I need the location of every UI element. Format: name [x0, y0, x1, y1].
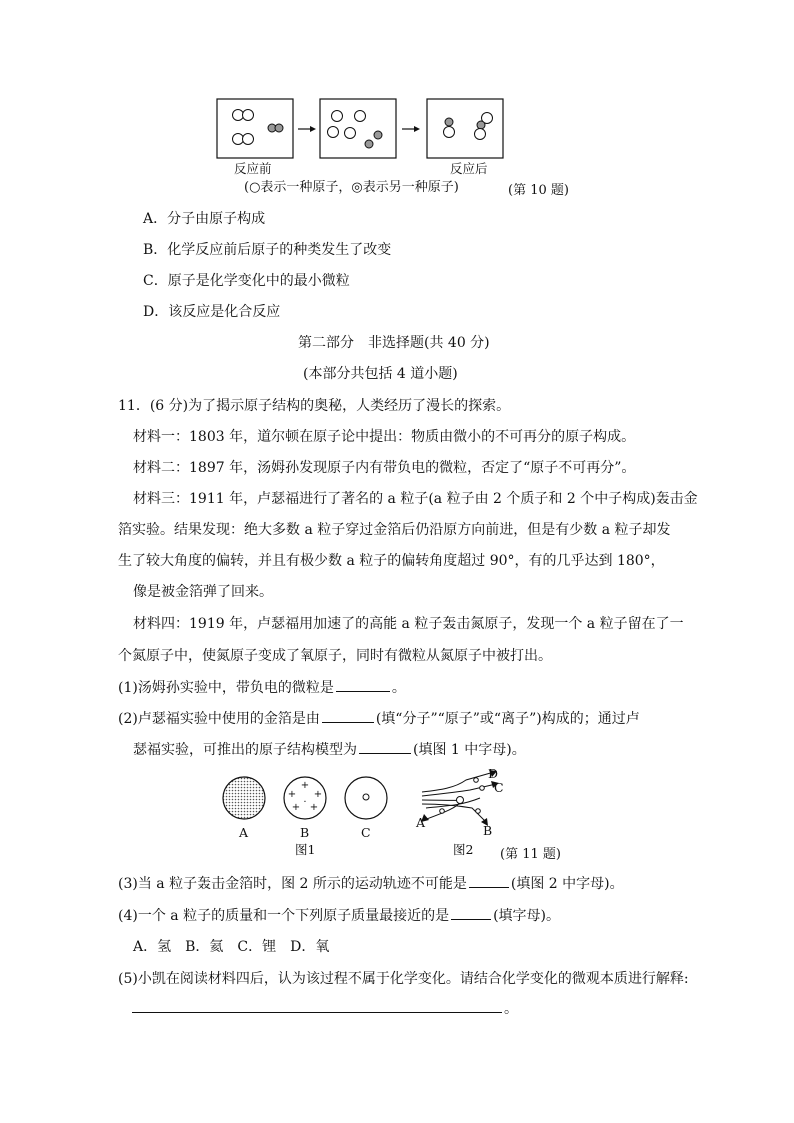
q11-sub2-text-a: (2)卢瑟福实验中使用的金箔是由	[118, 711, 320, 727]
svg-text:+: +	[291, 802, 301, 813]
q11-sub3-text: (3)当 a 粒子轰击金箔时，图 2 所示的运动轨迹不可能是	[118, 876, 467, 892]
q10-option-c: C．原子是化学变化中的最小微粒	[143, 273, 350, 289]
q11-sub4-blank[interactable]	[451, 907, 491, 920]
part2-title: 第二部分 非选择题(共 40 分)	[298, 335, 490, 351]
q11-material1: 材料一：1803 年，道尔顿在原子论中提出：物质由微小的不可再分的原子构成。	[133, 429, 636, 445]
q11-sub3	[118, 873, 624, 893]
q11-material4-line2: 个氮原子中，使氮原子变成了氧原子，同时有微粒从氮原子中被打出。	[118, 648, 552, 664]
fig1-label-b: B	[300, 825, 310, 840]
q11-sub1-end: 。	[391, 680, 406, 696]
q11-sub4-text: (4)一个 a 粒子的质量和一个下列原子质量最接近的是	[118, 908, 450, 924]
q11-sub2-text-c: 瑟福实验，可推出的原子结构模型为	[133, 742, 357, 758]
svg-text:+: +	[300, 780, 310, 791]
fig2-caption: 图2	[453, 842, 474, 857]
q10-fig-number: (第 10 题)	[508, 183, 569, 198]
q11-sub3-blank[interactable]	[469, 875, 509, 888]
q11-material3-line2: 箔实验。结果发现：绝大多数 a 粒子穿过金箔后仍沿原方向前进，但是有少数 a 粒子却发	[118, 522, 671, 538]
q11-sub2-text-b: (填“分子”“原子”或“离子”)构成的；通过卢	[375, 711, 640, 727]
fig2-label-c: C	[494, 780, 504, 795]
q10-option-b: B．化学反应前后原子的种类发生了改变	[143, 242, 392, 258]
q11-material3-line4: 像是被金箔弹了回来。	[133, 584, 273, 600]
q10-legend: (○表示一种原子，◎表示另一种原子)	[244, 180, 459, 195]
q10-option-a: A．分子由原子构成	[143, 211, 266, 227]
q11-material3-line1: 材料三：1911 年，卢瑟福进行了著名的 a 粒子(a 粒子由 2 个质子和 2 个中子构成)轰击金	[133, 491, 698, 507]
svg-text:+: +	[287, 789, 297, 800]
q11-intro: 11．(6 分)为了揭示原子结构的奥秘，人类经历了漫长的探索。	[118, 398, 511, 414]
model-a	[223, 777, 265, 819]
q11-material4-line1: 材料四：1919 年，卢瑟福用加速了的高能 a 粒子轰击氮原子，发现一个 a 粒子留在了一	[133, 616, 684, 632]
label-before: 反应前	[234, 161, 272, 176]
q11-sub4-end: (填字母)。	[493, 908, 561, 924]
q11-fig-number: (第 11 题)	[500, 847, 561, 862]
fig2-label-a: A	[416, 815, 426, 830]
fig1-label-c: C	[361, 825, 371, 840]
q11-sub5-blank[interactable]	[132, 1000, 502, 1013]
svg-text:+: +	[309, 802, 319, 813]
part2-subtitle: (本部分共包括 4 道小题)	[303, 366, 458, 382]
q11-sub4	[118, 905, 560, 925]
fig2-label-b: B	[483, 823, 493, 838]
fig1-label-a: A	[239, 825, 249, 840]
q11-material3-line3: 生了较大角度的偏转，并且有极少数 a 粒子的偏转角度超过 90°，有的几乎达到 180°，	[118, 553, 665, 569]
q11-sub5: (5)小凯在阅读材料四后，认为该过程不属于化学变化。请结合化学变化的微观本质进行解释:	[118, 971, 689, 987]
q11-sub3-end: (填图 2 中字母)。	[510, 876, 624, 892]
svg-text:+: +	[313, 789, 323, 800]
svg-text:·: ·	[303, 797, 307, 808]
label-after: 反应后	[450, 161, 488, 176]
q11-material2: 材料二：1897 年，汤姆孙发现原子内有带负电的微粒，否定了“原子不可再分”。	[133, 460, 636, 476]
q11-sub1-text: (1)汤姆孙实验中，带负电的微粒是	[118, 680, 334, 696]
q11-sub4-options: A．氢 B．氦 C．锂 D．氧	[133, 939, 330, 955]
q11-sub5-end: 。	[504, 1001, 518, 1017]
q11-sub5-answer	[130, 998, 518, 1018]
fig2-label-d: D	[488, 766, 499, 781]
q11-sub2-text-d: (填图 1 中字母)。	[413, 742, 526, 758]
fig1-caption: 图1	[295, 842, 316, 857]
q10-option-d: D．该反应是化合反应	[143, 304, 281, 320]
